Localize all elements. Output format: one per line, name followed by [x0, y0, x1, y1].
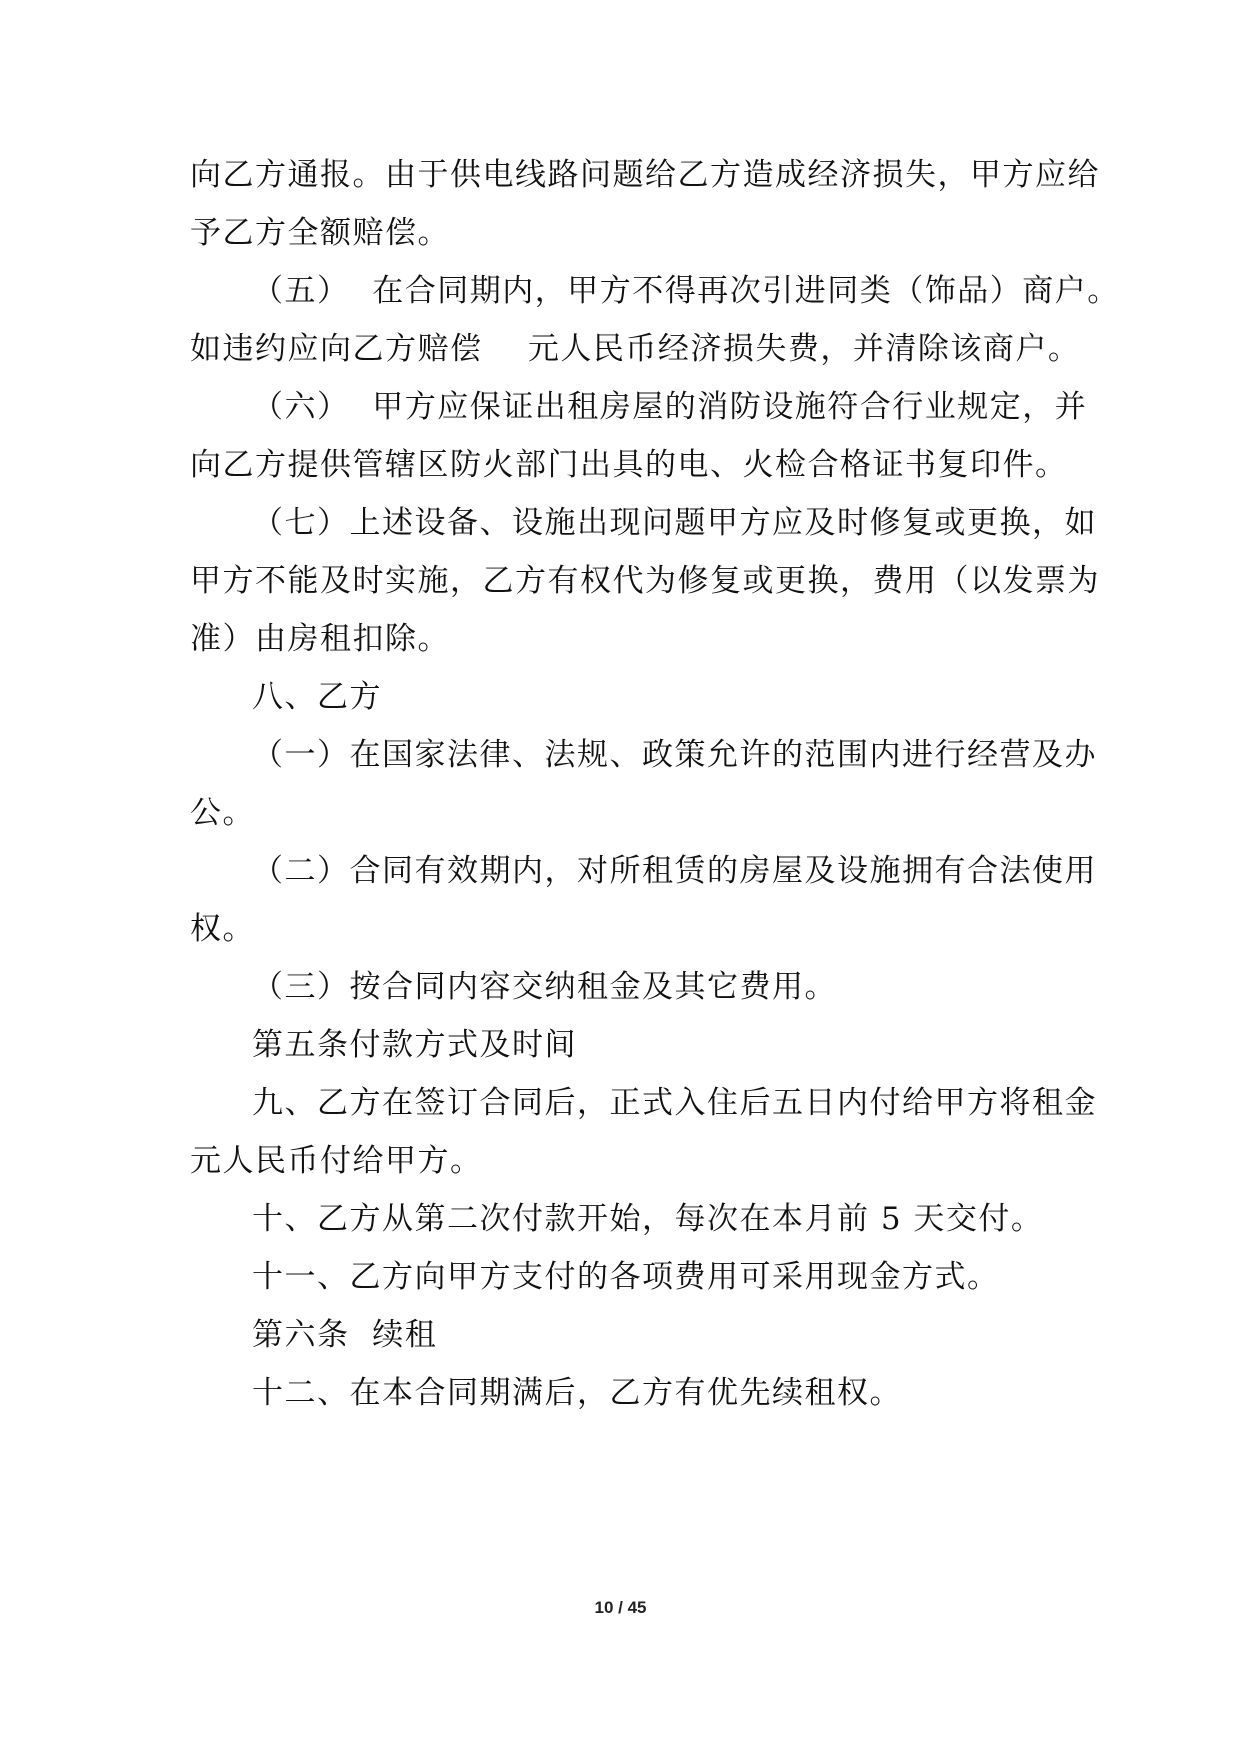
article-heading: 第六条 续租 — [252, 1317, 438, 1353]
text-line: （一）在国家法律、法规、政策允许的范围内进行经营及办 — [252, 737, 1097, 773]
section-heading: 八、乙方 — [252, 679, 382, 715]
text-line: （七）上述设备、设施出现问题甲方应及时修复或更换，如 — [252, 505, 1097, 541]
text-line: （六） 甲方应保证出租房屋的消防设施符合行业规定，并 — [252, 389, 1088, 425]
text-line: 十、乙方从第二次付款开始，每次在本月前 5 天交付。 — [252, 1201, 1044, 1237]
text-line: 权。 — [190, 911, 255, 947]
text-line: 予乙方全额赔偿。 — [190, 215, 450, 251]
text-line: 准）由房租扣除。 — [190, 621, 450, 657]
text-line: （三）按合同内容交纳租金及其它费用。 — [252, 969, 837, 1005]
text-line: 向乙方提供管辖区防火部门出具的电、火检合格证书复印件。 — [190, 447, 1068, 483]
text-line: 元人民币付给甲方。 — [190, 1143, 483, 1179]
text-line: 公。 — [190, 795, 255, 831]
article-heading: 第五条付款方式及时间 — [252, 1027, 577, 1063]
page-number: 10 / 45 — [594, 1598, 647, 1617]
text-line: （五） 在合同期内，甲方不得再次引进同类（饰品）商户。 — [252, 273, 1120, 309]
text-line: 向乙方通报。由于供电线路问题给乙方造成经济损失，甲方应给 — [190, 157, 1100, 193]
text-line: 十一、乙方向甲方支付的各项费用可采用现金方式。 — [252, 1259, 1000, 1295]
text-line: 九、乙方在签订合同后，正式入住后五日内付给甲方将租金 — [252, 1085, 1097, 1121]
text-line: 甲方不能及时实施，乙方有权代为修复或更换，费用（以发票为 — [190, 563, 1100, 599]
text-line: 如违约应向乙方赔偿 元人民币经济损失费，并清除该商户。 — [190, 331, 1081, 367]
text-line: （二）合同有效期内，对所租赁的房屋及设施拥有合法使用 — [252, 853, 1097, 889]
text-line: 十二、在本合同期满后，乙方有优先续租权。 — [252, 1375, 902, 1411]
